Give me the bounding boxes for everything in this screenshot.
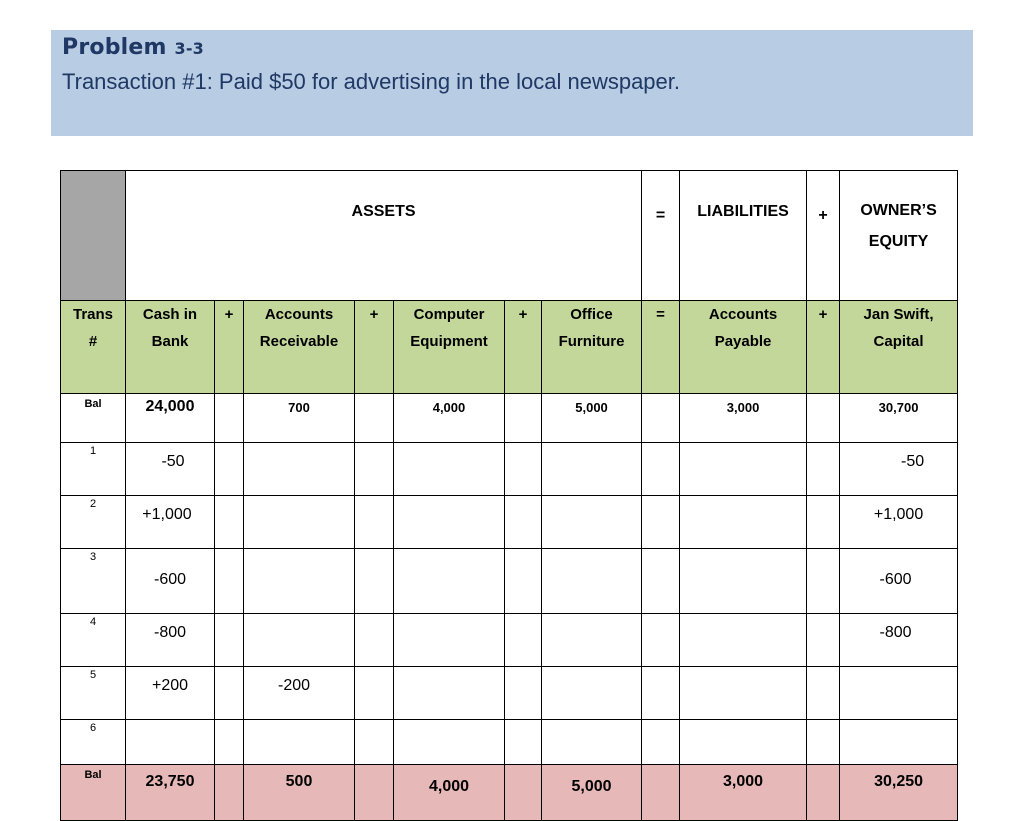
op-cell [642,394,680,443]
op-cell [215,496,244,549]
cap-cell [840,720,958,765]
row-label: 1 [61,443,126,496]
of-cell [542,443,642,496]
ap-cell [680,443,807,496]
owners-equity-line1: OWNER’S [860,202,937,219]
op-cell [505,614,542,667]
col-of-line2: Furniture [558,333,625,350]
op-cell [355,614,394,667]
cap-value: -800 [840,614,958,667]
col-op-plus: + [505,301,542,394]
col-computer-equipment [394,301,505,394]
cash-total: 23,750 [126,765,215,821]
assets-heading: ASSETS [126,171,642,301]
row-label: 5 [61,667,126,720]
op-cell [215,765,244,821]
ce-cell [394,443,505,496]
col-op-plus: + [807,301,840,394]
ap-value: 3,000 [680,394,807,443]
col-cash-line2: Bank [151,333,189,350]
col-cap-line2: Capital [873,333,924,350]
column-header-row [61,301,958,394]
col-trans [61,301,126,394]
ce-cell [394,549,505,614]
ap-total: 3,000 [680,765,807,821]
op-cell [505,765,542,821]
cash-value: +200 [126,667,215,720]
col-ar-line1: Accounts [264,306,334,323]
op-cell [355,443,394,496]
col-accounts-payable [680,301,807,394]
op-cell [355,667,394,720]
ap-cell [680,720,807,765]
col-ce-line1: Computer [413,306,485,323]
op-cell [807,667,840,720]
cap-value: 30,700 [840,394,958,443]
col-ap-line1: Accounts [708,306,778,323]
col-office-furniture [542,301,642,394]
ar-total: 500 [244,765,355,821]
owners-equity-line2: EQUITY [868,233,929,250]
problem-label: Problem [62,35,167,60]
col-op-equals: = [642,301,680,394]
col-trans-line1: Trans [72,306,114,323]
cap-value: -600 [840,549,958,614]
ar-cell [244,614,355,667]
title-banner [51,30,973,136]
ap-cell [680,496,807,549]
of-total: 5,000 [542,765,642,821]
op-cell [505,549,542,614]
header-corner-cell [61,171,126,301]
col-ap-line2: Payable [714,333,772,350]
transaction-row [61,720,958,765]
of-cell [542,720,642,765]
op-cell [215,720,244,765]
op-cell [505,667,542,720]
col-ar-line2: Receivable [259,333,339,350]
op-cell [355,720,394,765]
cap-value: +1,000 [840,496,958,549]
op-cell [215,443,244,496]
op-cell [642,549,680,614]
ar-cell [244,720,355,765]
col-accounts-receivable [244,301,355,394]
transaction-row [61,549,958,614]
col-cash-line1: Cash in [142,306,198,323]
op-cell [355,765,394,821]
ap-cell [680,667,807,720]
ap-cell [680,614,807,667]
cash-value: -50 [126,443,215,496]
ap-cell [680,549,807,614]
cap-value: -50 [840,443,958,496]
cap-total: 30,250 [840,765,958,821]
op-cell [215,614,244,667]
of-cell [542,549,642,614]
transaction-row [61,496,958,549]
op-cell [215,549,244,614]
cash-value: 24,000 [126,394,215,443]
op-cell [642,496,680,549]
ar-value: -200 [244,667,355,720]
ar-cell [244,443,355,496]
col-cash [126,301,215,394]
transaction-row [61,667,958,720]
plus-sign: + [807,171,840,301]
op-cell [807,720,840,765]
ar-value: 700 [244,394,355,443]
ce-total: 4,000 [394,765,505,821]
col-of-line1: Office [570,306,613,323]
row-label: 3 [61,549,126,614]
of-cell [542,496,642,549]
row-label: Bal [61,394,126,443]
of-cell [542,614,642,667]
op-cell [215,394,244,443]
op-cell [642,765,680,821]
liabilities-heading: LIABILITIES [680,171,807,301]
col-cap-line1: Jan Swift, [863,306,934,323]
opening-balance-row [61,394,958,443]
cash-value: +1,000 [126,496,215,549]
op-cell [505,394,542,443]
ce-value: 4,000 [394,394,505,443]
op-cell [355,394,394,443]
transaction-description: Transaction #1: Paid $50 for advertising in the local newspaper. [62,69,680,94]
problem-number: 3-3 [174,39,204,58]
problem-title [62,35,204,60]
col-op-plus: + [355,301,394,394]
row-label: Bal [61,765,126,821]
op-cell [642,667,680,720]
op-cell [807,614,840,667]
op-cell [355,549,394,614]
col-op-plus: + [215,301,244,394]
transaction-row [61,443,958,496]
closing-balance-row [61,765,958,821]
equation-header-row [61,171,958,301]
row-label: 6 [61,720,126,765]
equals-sign: = [642,171,680,301]
op-cell [505,443,542,496]
owners-equity-heading [840,171,958,301]
accounting-equation-table [60,170,958,821]
ce-cell [394,720,505,765]
cash-value: -600 [126,549,215,614]
of-value: 5,000 [542,394,642,443]
op-cell [807,765,840,821]
op-cell [505,720,542,765]
ce-cell [394,614,505,667]
op-cell [807,443,840,496]
col-capital [840,301,958,394]
cash-cell [126,720,215,765]
op-cell [642,443,680,496]
row-label: 2 [61,496,126,549]
op-cell [215,667,244,720]
cap-cell [840,667,958,720]
op-cell [807,496,840,549]
op-cell [642,720,680,765]
op-cell [807,394,840,443]
ce-cell [394,667,505,720]
transaction-row [61,614,958,667]
of-cell [542,667,642,720]
col-ce-line2: Equipment [410,333,488,350]
op-cell [355,496,394,549]
op-cell [807,549,840,614]
ce-cell [394,496,505,549]
ar-cell [244,496,355,549]
row-label: 4 [61,614,126,667]
ar-cell [244,549,355,614]
op-cell [505,496,542,549]
op-cell [642,614,680,667]
col-trans-line2: # [88,333,98,350]
cash-value: -800 [126,614,215,667]
